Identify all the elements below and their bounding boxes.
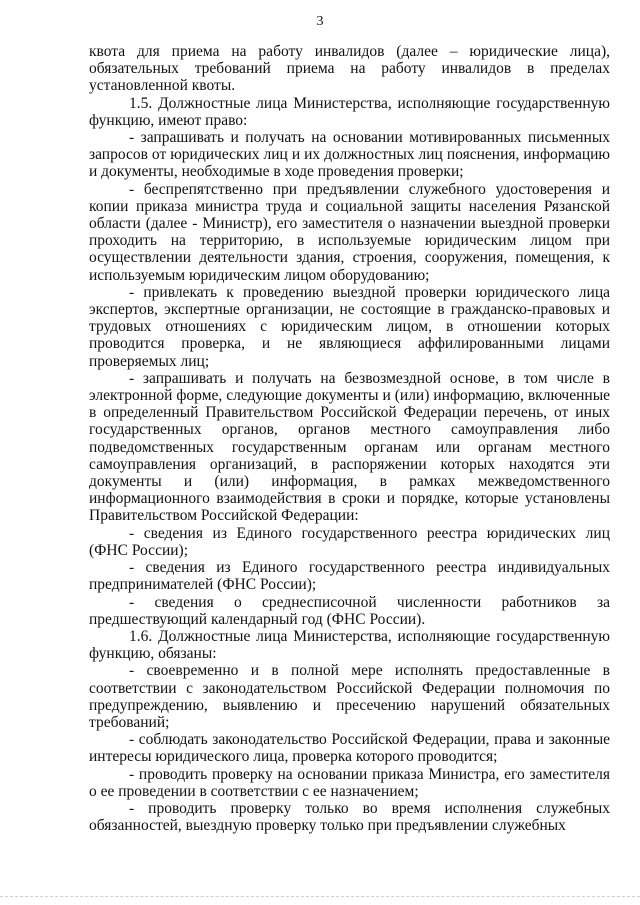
paragraph-duty-working-hours: - проводить проверку только во время исполнения служебных обязанностей, выездную проверку только при предъявлении служебных — [89, 799, 610, 835]
paragraph-item-egrul: - сведения из Единого государственного реестра юридических лиц (ФНС России); — [89, 524, 610, 559]
paragraph-duty-observe-law: - соблюдать законодательство Российской Федерации, права и законные интересы юридического лица, проверка которого проводится; — [89, 731, 610, 766]
paragraph-duty-order-basis: - проводить проверку на основании приказа Министра, его заместителя о ее проведении в соответствии с ее назначением; — [89, 765, 610, 800]
paragraph-right-request-free: - запрашивать и получать на безвозмездной основе, в том числе в электронной форме, следующие документы и (или) информацию, включенные в определенный Правительством Российской Федерации перечень, от иных государственных органов, органов местного самоуправления либо подведомственных государственным органам или органам местного самоуправления организаций, в распоряжении которых находятся эти документы и (или) информация, в рамках межведомственного информационного взаимодействия в сроки и порядке, которые установлены Правительством Российской Федерации: — [89, 369, 610, 525]
paragraph-item-egrip: - сведения из Единого государственного реестра индивидуальных предпринимателей (ФНС России); — [89, 559, 610, 594]
page-bottom-edge — [0, 896, 640, 897]
paragraph-right-request-info: - запрашивать и получать на основании мотивированных письменных запросов от юридических лиц и их должностных лиц пояснения, информацию и документы, необходимые в ходе проведения проверки; — [89, 129, 610, 181]
paragraph-duty-exercise-powers: - своевременно и в полной мере исполнять предоставленные в соответствии с законодательством Российской Федерации полномочия по предупреждению, выявлению и пресечению нарушений обязательных требований; — [89, 662, 610, 731]
paragraph-quota-continuation: квота для приема на работу инвалидов (далее – юридические лица), обязательных требований приема на работу инвалидов в пределах установленной квоты. — [89, 43, 610, 95]
paragraph-right-involve-experts: - привлекать к проведению выездной проверки юридического лица экспертов, экспертные организации, не состоящие в гражданско-правовых и трудовых отношениях с юридическим лицом, в отношении которых проводится проверка, и не являющиеся аффилированными лицами проверяемых лиц; — [89, 283, 610, 370]
paragraph-right-access-territory: - беспрепятственно при предъявлении служебного удостоверения и копии приказа министра труда и социальной защиты населения Рязанской области (далее - Министр), его заместителя о назначении выездной проверки проходить на территорию, в используемые юридическим лицом при осуществлении деятельности здания, строения, сооружения, помещения, к используемым юридическим лицом оборудованию; — [89, 180, 610, 284]
page-number: 3 — [316, 14, 324, 29]
document-body — [89, 43, 610, 834]
paragraph-1-5-heading: 1.5. Должностные лица Министерства, исполняющие государственную функцию, имеют право: — [89, 94, 610, 129]
paragraph-item-headcount: - сведения о среднесписочной численности работников за предшествующий календарный год (ФНС России). — [89, 593, 610, 628]
paragraph-1-6-heading: 1.6. Должностные лица Министерства, исполняющие государственную функцию, обязаны: — [89, 627, 610, 663]
